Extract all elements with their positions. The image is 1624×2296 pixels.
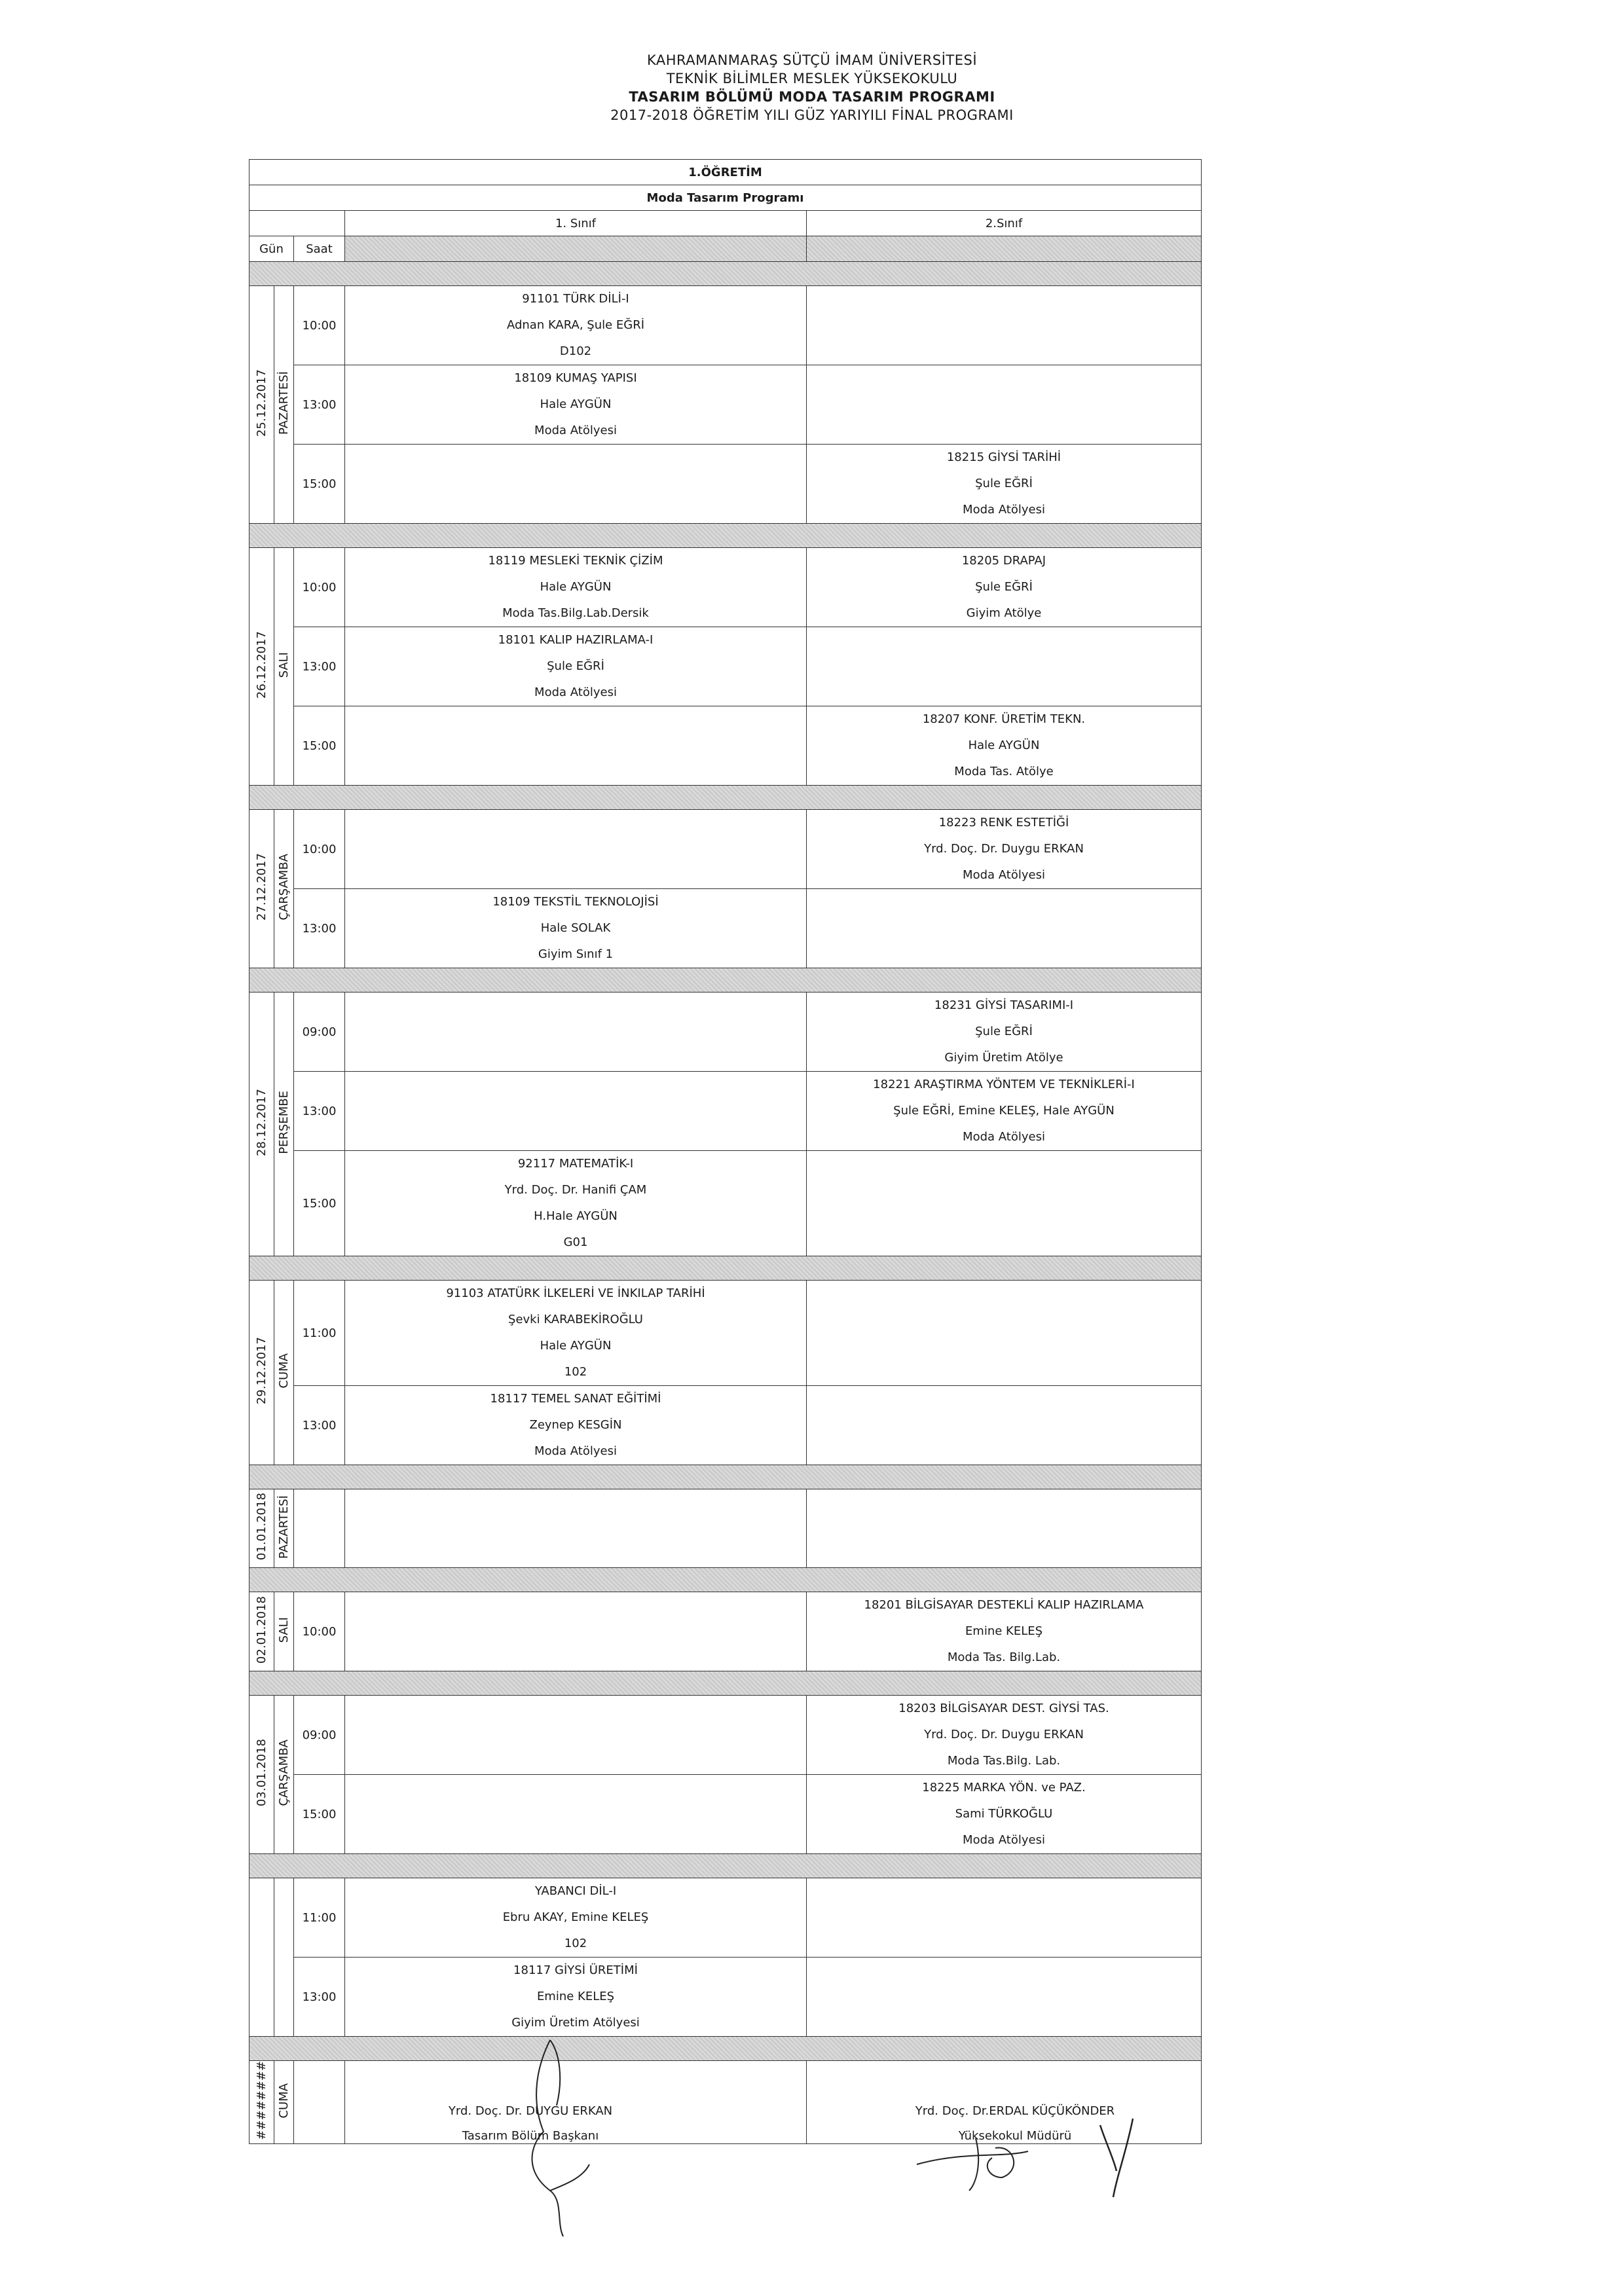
schedule-row: [249, 1386, 1202, 1465]
exam-time: 13:00: [294, 1958, 345, 2037]
separator-band: [249, 1671, 1202, 1696]
separator-band: [249, 968, 1202, 993]
exam-time: 15:00: [294, 1775, 345, 1854]
exam-date-text: 29.12.2017: [255, 1337, 268, 1405]
course-line: D102: [559, 344, 592, 358]
separator-cell: [249, 262, 1202, 286]
course-line: Moda Atölyesi: [963, 503, 1045, 517]
class-1-exam: [345, 1958, 807, 2037]
course-line: Şule EĞRİ: [975, 580, 1033, 594]
course-line: Adnan KARA, Şule EĞRİ: [506, 318, 645, 332]
exam-date: [249, 810, 274, 968]
class-1-exam: [345, 548, 807, 627]
right-signature-block: [877, 2099, 1153, 2149]
exam-date-text: 25.12.2017: [255, 369, 268, 437]
course-line: Moda Atölyesi: [963, 1130, 1045, 1144]
class-2-exam: [807, 993, 1202, 1072]
blank-header-cell: [249, 211, 345, 236]
program-header: Moda Tasarım Programı: [249, 185, 1202, 211]
schedule-row: [249, 1775, 1202, 1854]
class-2-header: 2.Sınıf: [807, 211, 1202, 236]
separator-band: [249, 786, 1202, 810]
separator-cell: [249, 1568, 1202, 1592]
director-role: Yüksekokul Müdürü: [958, 2129, 1072, 2143]
course-line: Giyim Atölye: [966, 606, 1042, 620]
course-line: Hale AYGÜN: [540, 1339, 612, 1353]
exam-time: 11:00: [294, 1281, 345, 1386]
separator-cell: [249, 1854, 1202, 1878]
exam-time: 15:00: [294, 445, 345, 524]
course-line: 92117 MATEMATİK-I: [517, 1157, 634, 1171]
exam-day: [274, 1592, 294, 1671]
class-2-exam: [807, 1072, 1202, 1151]
schedule-row: [249, 993, 1202, 1072]
class-2-exam: [807, 1386, 1202, 1465]
exam-day: [274, 2061, 294, 2144]
handwritten-signature-left: [452, 2027, 622, 2243]
exam-time: 15:00: [294, 1151, 345, 1256]
course-line: Moda Tas.Bilg.Lab.Dersik: [502, 606, 649, 620]
separator-band: [249, 1256, 1202, 1281]
class-2-exam: [807, 365, 1202, 445]
exam-date: [249, 1489, 274, 1568]
class-1-exam: [345, 1386, 807, 1465]
handwritten-signature-right: [904, 2112, 1166, 2204]
exam-date: [249, 1592, 274, 1671]
course-line: 18109 KUMAŞ YAPISI: [514, 371, 637, 385]
schedule-row: [249, 627, 1202, 706]
program-title: TASARIM BÖLÜMÜ MODA TASARIM PROGRAMI: [629, 89, 995, 105]
course-line: Sami TÜRKOĞLU: [955, 1807, 1053, 1821]
exam-date-text: ########: [255, 2061, 268, 2140]
final-schedule-table: [249, 159, 1202, 2144]
exam-date: [249, 1878, 274, 2037]
course-line: 18215 GİYSİ TARİHİ: [946, 450, 1061, 464]
separator-band: [249, 1568, 1202, 1592]
separator-cell: [249, 2037, 1202, 2061]
class-2-exam: [807, 1775, 1202, 1854]
exam-time: 13:00: [294, 627, 345, 706]
class-1-exam: [345, 286, 807, 365]
course-line: 91101 TÜRK DİLİ-I: [522, 292, 629, 306]
ogretim-header: 1.ÖĞRETİM: [249, 160, 1202, 185]
course-line: Giyim Üretim Atölye: [944, 1051, 1063, 1065]
course-line: Moda Atölyesi: [963, 868, 1045, 882]
exam-date: [249, 1281, 274, 1465]
exam-time: [294, 2061, 345, 2144]
course-line: Moda Atölyesi: [534, 1444, 617, 1458]
exam-day-text: PERŞEMBE: [277, 1091, 291, 1154]
director-name: Yrd. Doç. Dr.ERDAL KÜÇÜKÖNDER: [915, 2104, 1115, 2118]
class-2-exam: [807, 706, 1202, 786]
course-line: Moda Atölyesi: [534, 424, 617, 437]
separator-cell: [249, 968, 1202, 993]
exam-day-text: CUMA: [277, 1353, 291, 1389]
class-1-exam: [345, 365, 807, 445]
exam-day: [274, 993, 294, 1256]
exam-date-text: 03.01.2018: [255, 1739, 268, 1807]
class-1-header: 1. Sınıf: [345, 211, 807, 236]
exam-time: 13:00: [294, 1072, 345, 1151]
exam-date-text: 28.12.2017: [255, 1088, 268, 1157]
schedule-row: [249, 1696, 1202, 1775]
exam-day: [274, 1696, 294, 1854]
course-line: Hale AYGÜN: [968, 738, 1040, 752]
class-1-exam: [345, 1592, 807, 1671]
exam-day-text: CUMA: [277, 2083, 291, 2119]
schedule-row: [249, 1281, 1202, 1386]
class-2-exam: [807, 1489, 1202, 1568]
course-line: 18201 BİLGİSAYAR DESTEKLİ KALIP HAZIRLAMA: [864, 1598, 1144, 1612]
course-line: Moda Tas.Bilg. Lab.: [947, 1754, 1061, 1768]
separator-band: [249, 262, 1202, 286]
schedule-row: [249, 1878, 1202, 1958]
exam-date-text: 01.01.2018: [255, 1493, 268, 1561]
course-line: Yrd. Doç. Dr. Duygu ERKAN: [924, 842, 1084, 856]
course-line: 18203 BİLGİSAYAR DEST. GİYSİ TAS.: [898, 1702, 1109, 1715]
schedule-row: [249, 706, 1202, 786]
class-2-exam: [807, 889, 1202, 968]
class-2-exam: [807, 627, 1202, 706]
exam-time: 10:00: [294, 1592, 345, 1671]
separator-cell: [249, 1465, 1202, 1489]
exam-time: 13:00: [294, 889, 345, 968]
schedule-row: [249, 889, 1202, 968]
exam-day: [274, 1489, 294, 1568]
exam-time: [294, 1489, 345, 1568]
exam-day-text: PAZARTESİ: [277, 371, 291, 435]
exam-day-text: ÇARŞAMBA: [277, 1740, 291, 1806]
course-line: 18207 KONF. ÜRETİM TEKN.: [922, 712, 1086, 726]
class-1-exam: [345, 1775, 807, 1854]
course-line: Şule EĞRİ: [547, 659, 604, 673]
exam-time: 11:00: [294, 1878, 345, 1958]
course-line: 18231 GİYSİ TASARIMI-I: [934, 998, 1074, 1012]
course-line: Emine KELEŞ: [965, 1624, 1043, 1638]
class-2-exam: [807, 445, 1202, 524]
exam-title: 2017-2018 ÖĞRETİM YILI GÜZ YARIYILI FİNAL PROGRAMI: [610, 107, 1014, 123]
course-line: Moda Tas. Atölye: [954, 765, 1054, 778]
course-line: G01: [563, 1235, 588, 1249]
exam-time: 10:00: [294, 810, 345, 889]
separator-cell: [249, 1671, 1202, 1696]
exam-date: [249, 2061, 274, 2144]
department-head-name: Yrd. Doç. Dr. DUYGU ERKAN: [448, 2104, 613, 2118]
course-line: 18117 GİYSİ ÜRETİMİ: [513, 1963, 638, 1977]
course-line: Moda Tas. Bilg.Lab.: [947, 1650, 1061, 1664]
class-1-exam: [345, 889, 807, 968]
course-line: 18223 RENK ESTETİĞİ: [938, 816, 1069, 829]
exam-day-text: ÇARŞAMBA: [277, 854, 291, 920]
schedule-row: [249, 1072, 1202, 1151]
header-band: [807, 236, 1202, 262]
separator-band: [249, 1465, 1202, 1489]
course-line: Hale AYGÜN: [540, 580, 612, 594]
course-line: 102: [564, 1937, 587, 1950]
exam-date: [249, 548, 274, 786]
course-line: Giyim Üretim Atölyesi: [511, 2016, 640, 2030]
course-line: 18101 KALIP HAZIRLAMA-I: [498, 633, 654, 647]
class-1-exam: [345, 1072, 807, 1151]
exam-day-text: PAZARTESİ: [277, 1495, 291, 1559]
exam-date: [249, 286, 274, 524]
class-2-exam: [807, 1592, 1202, 1671]
exam-date-text: 26.12.2017: [255, 630, 268, 699]
class-1-exam: [345, 627, 807, 706]
left-signature-block: [406, 2099, 655, 2149]
class-1-exam: [345, 706, 807, 786]
separator-band: [249, 2037, 1202, 2061]
course-line: 102: [564, 1365, 587, 1379]
class-1-exam: [345, 993, 807, 1072]
course-line: Ebru AKAY, Emine KELEŞ: [502, 1910, 649, 1924]
course-line: Şule EĞRİ: [975, 1025, 1033, 1038]
separator-cell: [249, 786, 1202, 810]
schedule-row: [249, 1958, 1202, 2037]
course-line: 18109 TEKSTİL TEKNOLOJİSİ: [492, 895, 659, 909]
schedule-row: [249, 286, 1202, 365]
class-2-exam: [807, 1281, 1202, 1386]
day-header: Gün: [249, 236, 294, 262]
course-line: Yrd. Doç. Dr. Hanifi ÇAM: [504, 1183, 647, 1197]
class-1-exam: [345, 1696, 807, 1775]
course-line: Moda Atölyesi: [963, 1833, 1045, 1847]
class-2-exam: [807, 286, 1202, 365]
schedule-row: [249, 810, 1202, 889]
exam-date: [249, 1696, 274, 1854]
department-head-role: Tasarım Bölüm Başkanı: [462, 2129, 599, 2143]
schedule-row: [249, 365, 1202, 445]
separator-band: [249, 524, 1202, 548]
exam-day-text: SALI: [277, 651, 291, 678]
course-line: 18119 MESLEKİ TEKNİK ÇİZİM: [488, 554, 663, 568]
course-line: YABANCI DİL-I: [534, 1884, 617, 1898]
course-line: Şevki KARABEKİROĞLU: [508, 1313, 643, 1326]
class-2-exam: [807, 1696, 1202, 1775]
class-1-exam: [345, 1281, 807, 1386]
class-2-exam: [807, 810, 1202, 889]
class-1-exam: [345, 1151, 807, 1256]
exam-day: [274, 286, 294, 524]
schedule-row: [249, 1592, 1202, 1671]
exam-date-text: 27.12.2017: [255, 853, 268, 921]
class-1-exam: [345, 1878, 807, 1958]
course-line: Moda Atölyesi: [534, 685, 617, 699]
course-line: Zeynep KESGİN: [529, 1418, 622, 1432]
course-line: Şule EĞRİ, Emine KELEŞ, Hale AYGÜN: [893, 1104, 1115, 1118]
exam-day: [274, 1281, 294, 1465]
course-line: Yrd. Doç. Dr. Duygu ERKAN: [924, 1728, 1084, 1741]
schedule-row: [249, 548, 1202, 627]
class-1-exam: [345, 445, 807, 524]
exam-day-text: SALI: [277, 1616, 291, 1643]
class-2-exam: [807, 1958, 1202, 2037]
class-1-exam: [345, 810, 807, 889]
class-2-exam: [807, 1151, 1202, 1256]
exam-time: 15:00: [294, 706, 345, 786]
course-line: Emine KELEŞ: [536, 1990, 615, 2003]
exam-time: 09:00: [294, 993, 345, 1072]
exam-day: [274, 548, 294, 786]
class-1-exam: [345, 1489, 807, 1568]
course-line: H.Hale AYGÜN: [534, 1209, 618, 1223]
time-header: Saat: [294, 236, 345, 262]
university-name: KAHRAMANMARAŞ SÜTÇÜ İMAM ÜNİVERSİTESİ: [646, 52, 978, 68]
exam-time: 13:00: [294, 1386, 345, 1465]
separator-band: [249, 1854, 1202, 1878]
class-2-exam: [807, 1878, 1202, 1958]
course-line: 91103 ATATÜRK İLKELERİ VE İNKILAP TARİHİ: [446, 1286, 705, 1300]
course-line: 18225 MARKA YÖN. ve PAZ.: [922, 1781, 1086, 1795]
separator-cell: [249, 524, 1202, 548]
exam-day: [274, 810, 294, 968]
course-line: Şule EĞRİ: [975, 477, 1033, 490]
exam-time: 10:00: [294, 548, 345, 627]
exam-day: [274, 1878, 294, 2037]
schedule-row: [249, 1489, 1202, 1568]
course-line: 18205 DRAPAJ: [961, 554, 1046, 568]
class-2-exam: [807, 548, 1202, 627]
exam-time: 13:00: [294, 365, 345, 445]
document-header: [0, 51, 1624, 124]
course-line: 18117 TEMEL SANAT EĞİTİMİ: [490, 1392, 661, 1406]
course-line: Hale AYGÜN: [540, 397, 612, 411]
exam-time: 10:00: [294, 286, 345, 365]
schedule-row: [249, 1151, 1202, 1256]
header-band: [345, 236, 807, 262]
school-name: TEKNİK BİLİMLER MESLEK YÜKSEKOKULU: [666, 71, 958, 86]
exam-time: 09:00: [294, 1696, 345, 1775]
schedule-row: [249, 445, 1202, 524]
course-line: Giyim Sınıf 1: [538, 947, 614, 961]
course-line: 18221 ARAŞTIRMA YÖNTEM VE TEKNİKLERİ-I: [873, 1078, 1135, 1091]
course-line: Hale SOLAK: [540, 921, 611, 935]
separator-cell: [249, 1256, 1202, 1281]
exam-date: [249, 993, 274, 1256]
exam-date-text: 02.01.2018: [255, 1595, 268, 1664]
